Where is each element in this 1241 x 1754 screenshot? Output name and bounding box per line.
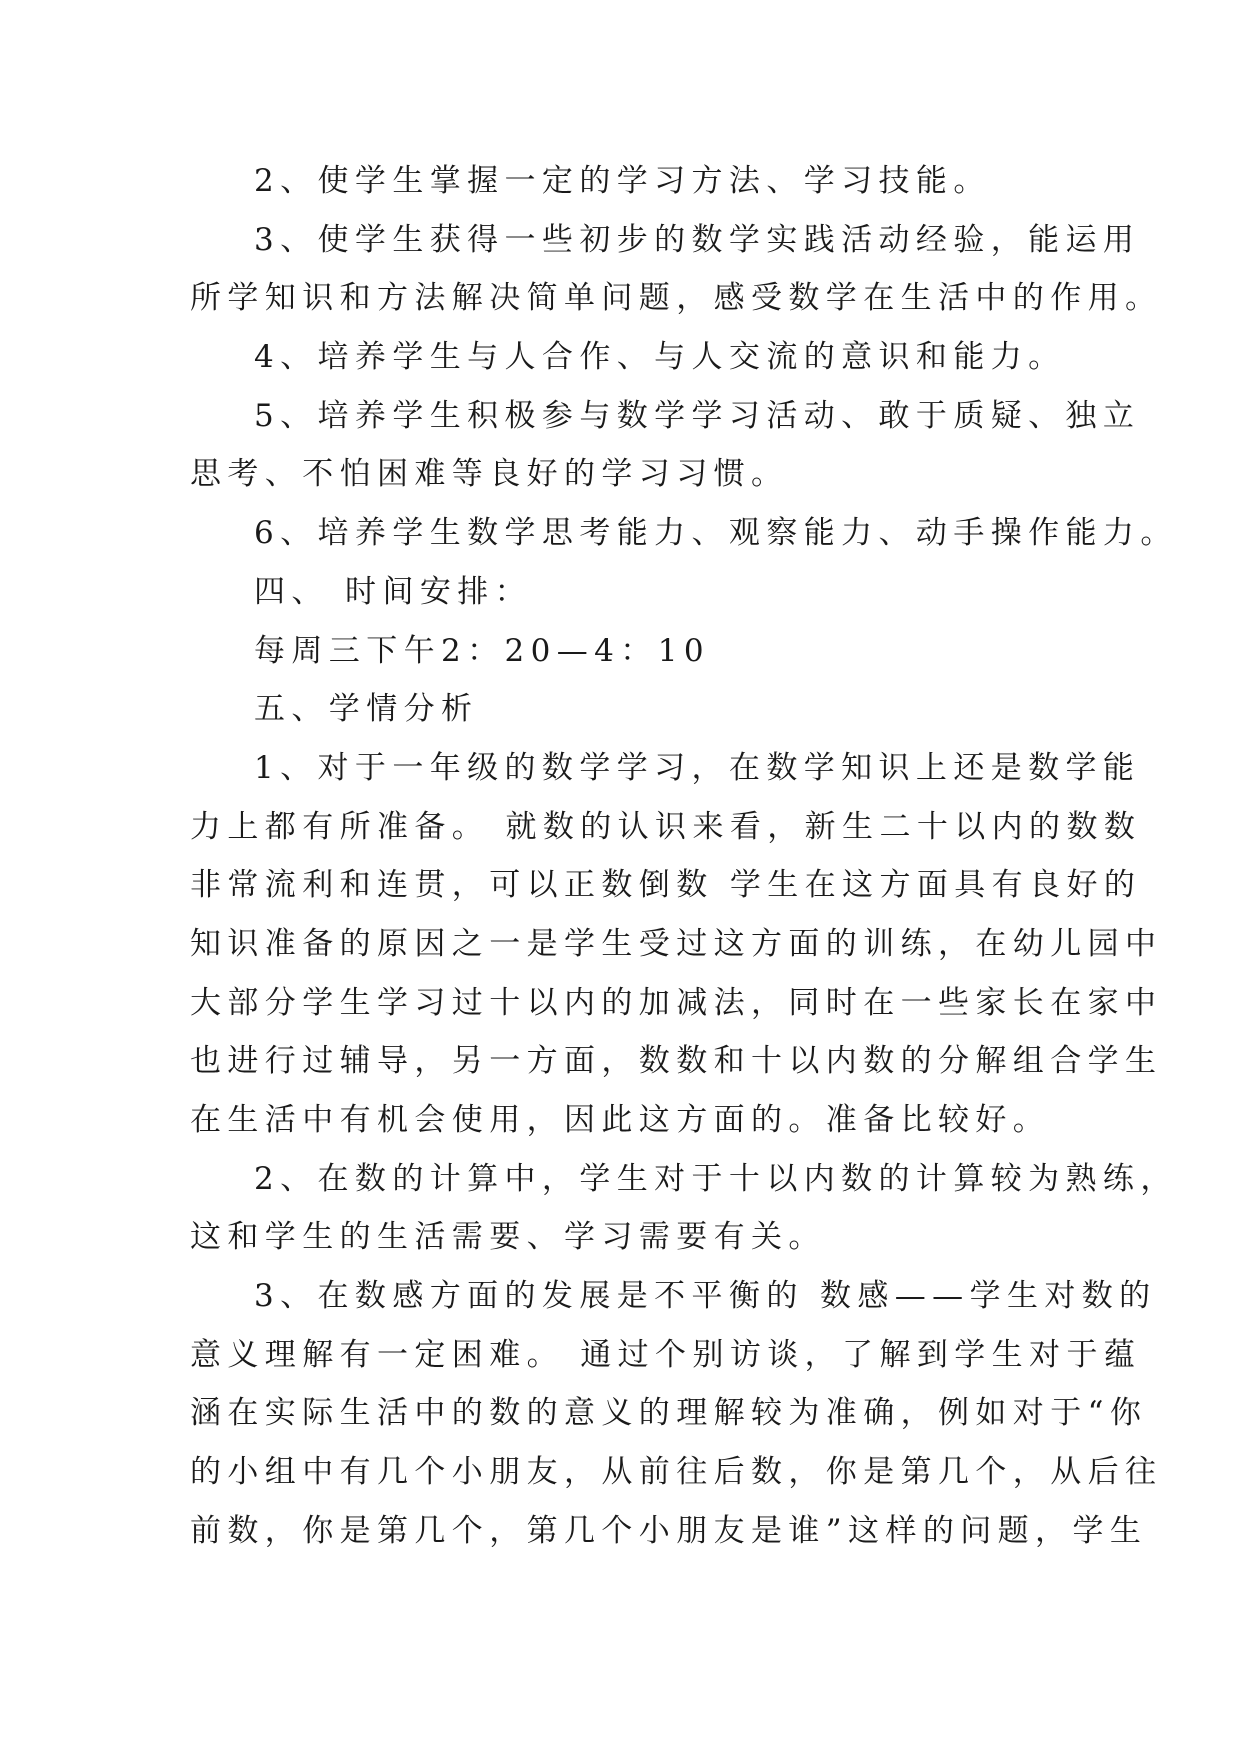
paragraph-line: 也进行过辅导，另一方面，数数和十以内数的分解组合学生 [190,1043,1163,1080]
paragraph-line: 思考、不怕困难等良好的学习习惯。 [190,456,789,493]
section-heading: 五、学情分析 [254,691,479,728]
paragraph-line: 力上都有所准备。 就数的认识来看，新生二十以内的数数 [190,808,1142,845]
paragraph-line: 所学知识和方法解决简单问题，感受数学在生活中的作用。 [190,280,1163,317]
paragraph-line: 意义理解有一定困难。 通过个别访谈，了解到学生对于蕴 [190,1336,1142,1373]
paragraph-line: 知识准备的原因之一是学生受过这方面的训练，在幼儿园中 [190,925,1163,962]
paragraph-line: 6、培养学生数学思考能力、观察能力、动手操作能力。 [254,515,1178,552]
paragraph-line: 2、使学生掌握一定的学习方法、学习技能。 [254,163,991,199]
paragraph-line: 涵在实际生活中的数的意义的理解较为准确，例如对于“你 [190,1395,1148,1432]
paragraph-line: 大部分学生学习过十以内的加减法，同时在一些家长在家中 [190,984,1163,1021]
paragraph-line: 非常流利和连贯，可以正数倒数 学生在这方面具有良好的 [190,867,1142,904]
paragraph-line: 4、培养学生与人合作、与人交流的意识和能力。 [254,339,1066,376]
paragraph-line: 1、对于一年级的数学学习，在数学知识上还是数学能 [254,749,1141,786]
paragraph-line: 前数，你是第几个，第几个小朋友是谁”这样的问题，学生 [190,1512,1148,1549]
paragraph-line: 这和学生的生活需要、学习需要有关。 [190,1219,826,1256]
paragraph-line: 2、在数的计算中，学生对于十以内数的计算较为熟练， [254,1160,1178,1197]
paragraph-line: 5、培养学生积极参与数学学习活动、敢于质疑、独立 [254,397,1141,434]
document-body [190,152,1178,1561]
paragraph-line: 在生活中有机会使用，因此这方面的。准备比较好。 [190,1102,1051,1138]
paragraph-line: 3、在数感方面的发展是不平衡的 数感——学生对数的 [254,1278,1157,1315]
paragraph-line: 3、使学生获得一些初步的数学实践活动经验，能运用 [254,221,1141,258]
paragraph-line: 的小组中有几个小朋友，从前往后数，你是第几个，从后往 [190,1454,1163,1491]
section-heading: 四、 时间安排： [254,573,533,610]
paragraph-line: 每周三下午2：20—4：10 [254,632,710,669]
